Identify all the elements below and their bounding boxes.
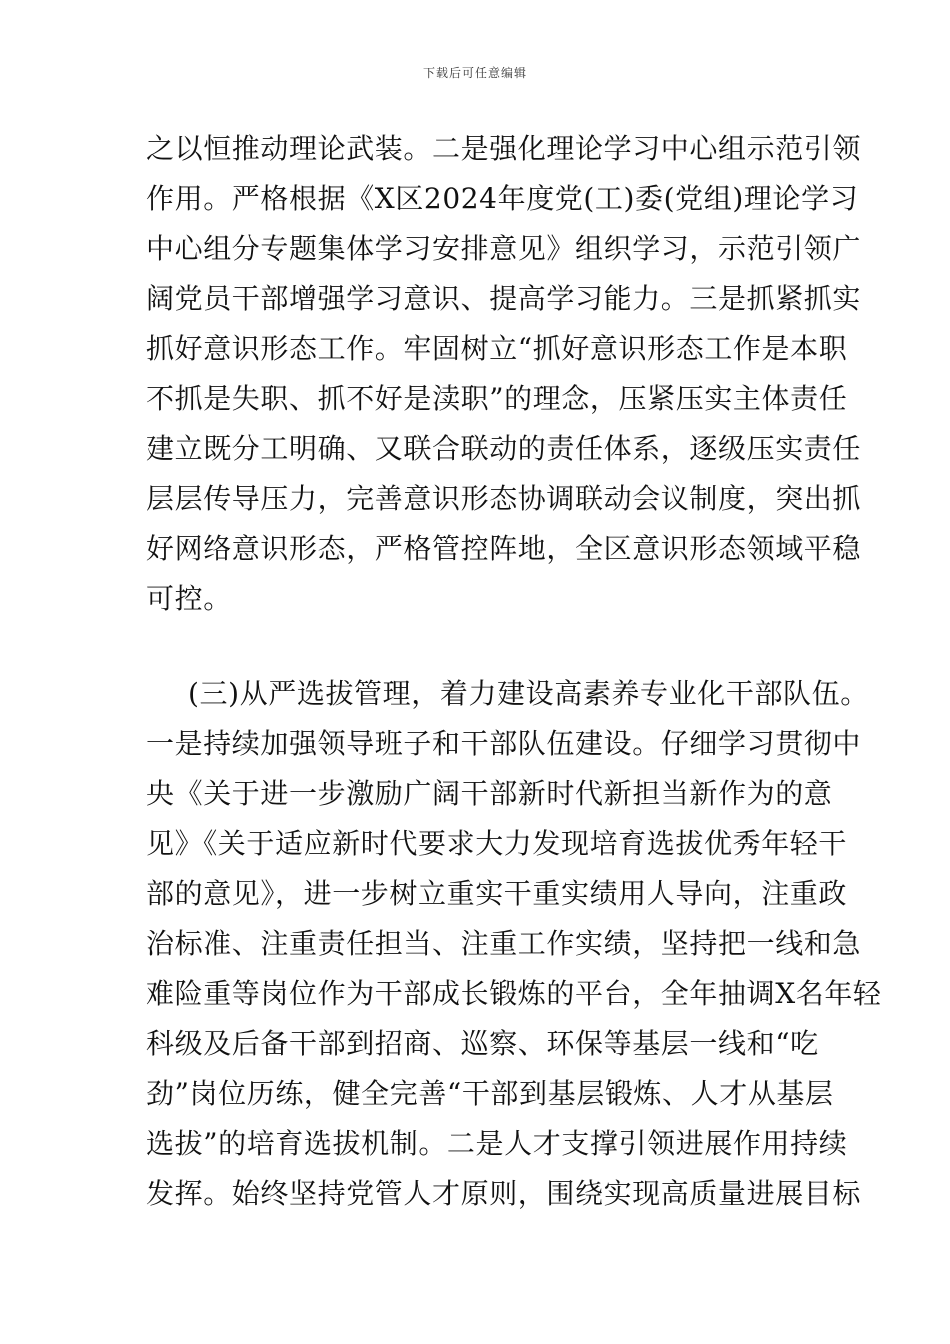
text-line: 劲”岗位历练，健全完善“干部到基层锻炼、人才从基层	[146, 1077, 834, 1110]
text-line: 层层传导压力，完善意识形态协调联动会议制度，突出抓	[146, 482, 862, 515]
text-line: 央《关于进一步激励广阔干部新时代新担当新作为的意	[146, 777, 833, 810]
text-line: 建立既分工明确、又联合联动的责任体系，逐级压实责任	[146, 432, 862, 465]
text-line: 抓好意识形态工作。牢固树立“抓好意识形态工作是本职	[146, 332, 848, 365]
text-line: 一是持续加强领导班子和干部队伍建设。仔细学习贯彻中	[146, 727, 862, 760]
text-line: 作用。严格根据《X区2024年度党(工)委(党组)理论学习	[146, 182, 859, 215]
text-line: 部的意见》，进一步树立重实干重实绩用人导向，注重政	[146, 877, 848, 910]
text-line: 选拔”的培育选拔机制。二是人才支撑引领进展作用持续	[146, 1127, 848, 1160]
paragraph-2	[146, 669, 882, 1219]
text-line: 难险重等岗位作为干部成长锻炼的平台，全年抽调X名年轻	[146, 977, 882, 1010]
text-line: 阔党员干部增强学习意识、提高学习能力。三是抓紧抓实	[146, 282, 862, 315]
text-line: 见》《关于适应新时代要求大力发现培育选拔优秀年轻干	[146, 827, 848, 860]
paragraph-1	[146, 124, 862, 624]
text-line: 治标准、注重责任担当、注重工作实绩，坚持把一线和急	[146, 927, 862, 960]
text-line: 不抓是失职、抓不好是渎职”的理念，压紧压实主体责任	[146, 382, 848, 415]
text-line: 可控。	[146, 582, 232, 615]
text-line: 好网络意识形态，严格管控阵地，全区意识形态领域平稳	[146, 532, 862, 565]
text-line: 科级及后备干部到招商、巡察、环保等基层一线和“吃	[146, 1027, 819, 1060]
section-heading-line: (三)从严选拔管理，着力建设高素养专业化干部队伍。	[188, 677, 869, 710]
text-line: 之以恒推动理论武装。二是强化理论学习中心组示范引领	[146, 132, 862, 165]
text-line: 中心组分专题集体学习安排意见》组织学习，示范引领广	[146, 232, 862, 265]
page-header: 下载后可任意编辑	[422, 66, 527, 80]
text-line: 发挥。始终坚持党管人才原则，围绕实现高质量进展目标	[146, 1177, 862, 1210]
